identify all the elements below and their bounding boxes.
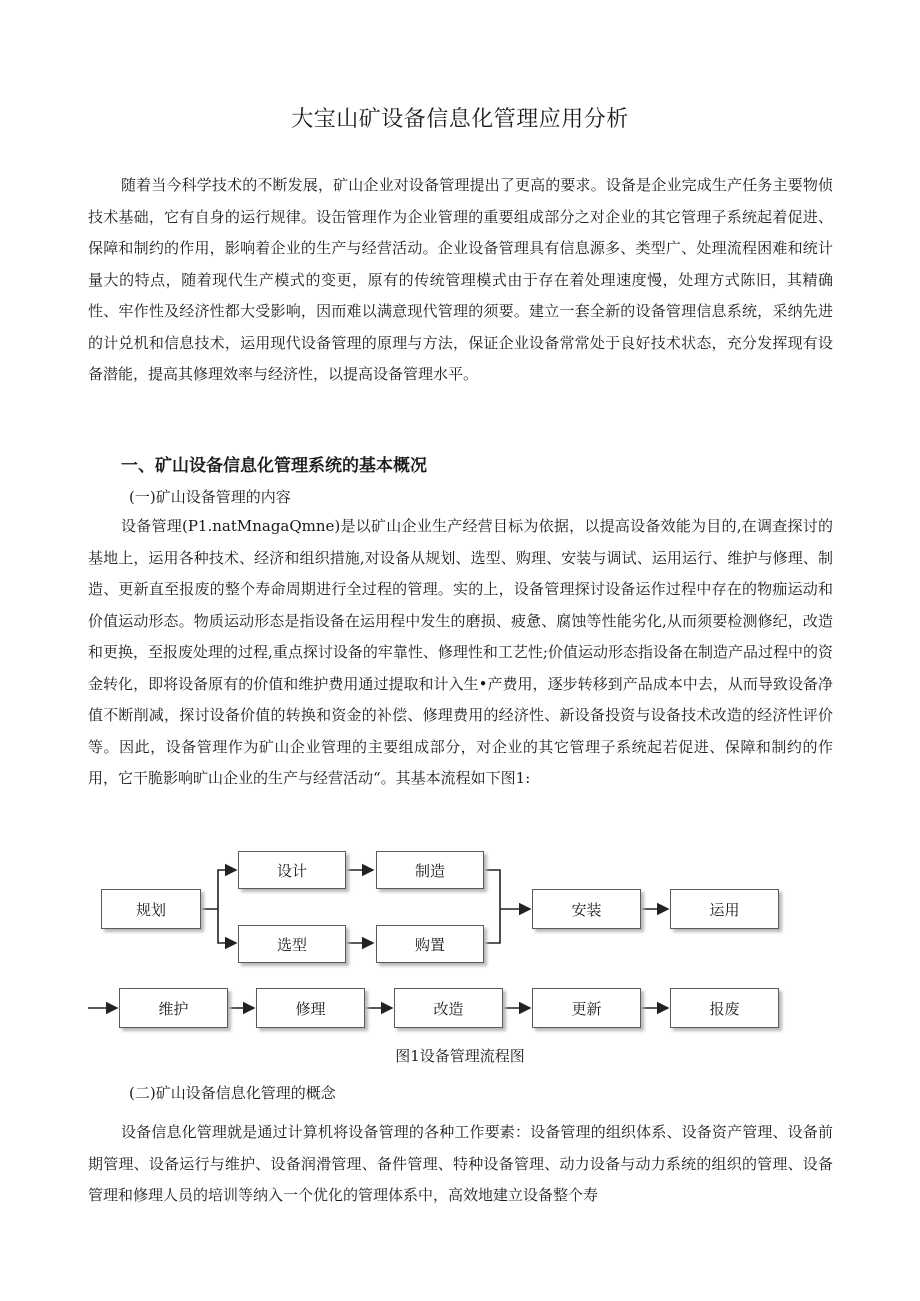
subsection-heading-1: (一)矿山设备管理的内容 [129, 488, 291, 506]
flow-box-renew: 更新 [532, 988, 641, 1028]
flow-box-purchase: 购置 [376, 925, 484, 963]
intro-paragraph: 随着当今科学技术的不断发展，矿山企业对设备管理提出了更高的要求。设备是企业完成生产任务主要物侦技术基础，它有自身的运行规律。设缶管理作为企业管理的重要组成部分之对企业的其它管理子系统起着促进、保障和制约的作用，影响着企业的生产与经营活动。企业设备管理具有信息源多、类型广、处理流程困难和统计量大的特点，随着现代生产模式的变更，原有的传统管理模式由于存在着处理速度慢，处理方式陈旧，其精确性、牢作性及经济性都大受影响，因而难以满意现代管理的须要。建立一套全新的设备管理信息系统，采纳先进的计兑机和信息技术，运用现代设备管理的原理与方法，保证企业设备常常处于良好技术状态，充分发挥现有设备潜能，提高其修理效率与经济性，以提高设备管理水平。 [88, 176, 833, 383]
merge-line [483, 870, 500, 943]
body-paragraph-2: 设备信息化管理就是通过计算机将设备管理的各种工作要素：设备管理的组织体系、设备资产管理、设备前期管理、设备运行与维护、设备润滑管理、备件管理、特种设备管理、动力设备与动力系统的组织的管理、设备管理和修理人员的培训等纳入一个优化的管理体系中，高效地建立设备整个寿 [88, 1123, 833, 1204]
flow-box-plan: 规划 [101, 889, 201, 929]
section-heading-1: 一、矿山设备信息化管理系统的基本概况 [121, 456, 427, 476]
flow-box-design: 设计 [238, 851, 346, 889]
flow-box-select: 选型 [238, 925, 346, 963]
flow-box-scrap: 报废 [670, 988, 779, 1028]
arrow-plan-select [218, 909, 236, 943]
flow-box-install: 安装 [532, 889, 641, 929]
flow-box-modify: 改造 [394, 988, 503, 1028]
flow-box-repair: 修理 [256, 988, 365, 1028]
figure-caption: 图1设备管理流程图 [395, 1047, 525, 1065]
subsection-heading-2: (二)矿山设备信息化管理的概念 [129, 1084, 336, 1102]
flow-box-maintain: 维护 [119, 988, 228, 1028]
arrow-plan-design [200, 870, 236, 909]
page-title: 大宝山矿设备信息化管理应用分析 [291, 107, 629, 132]
flow-box-use: 运用 [670, 889, 779, 929]
body-paragraph-1: 设备管理(P1.natMnagaQmne)是以矿山企业生产经营目标为依据，以提高设备效能为目的,在调查探讨的基地上，运用各种技术、经济和组织措施,对设备从规划、选型、购理、安装与调试、运用运行、维护与修理、制造、更新直至报废的整个寿命周期进行全过程的管理。实的上，设备管理探讨设备运作过程中存在的物痂运动和价值运动形态。物质运动形态是指设备在运用程中发生的磨损、疲惫、腐蚀等性能劣化,从而须要检测修纪，改造和更换，至报废处理的过程,重点探讨设备的牢靠性、修理性和工艺性;价值运动形态指设备在制造产品过程中的资金转化，即将设备原有的价值和维护费用通过提取和计入生•产费用，逐步转移到产品成本中去，从而导致设备净值不断削减，探讨设备价值的转换和资金的补偿、修理费用的经济性、新设备投资与设备技术改造的经济性评价等。因此，设备管理作为矿山企业管理的主要组成部分，对企业的其它管理子系统起若促进、保障和制约的作用，它干脆影响旷山企业的生产与经营活动“。其基本流程如下图1: [88, 517, 833, 787]
flow-box-manufacture: 制造 [376, 851, 484, 889]
